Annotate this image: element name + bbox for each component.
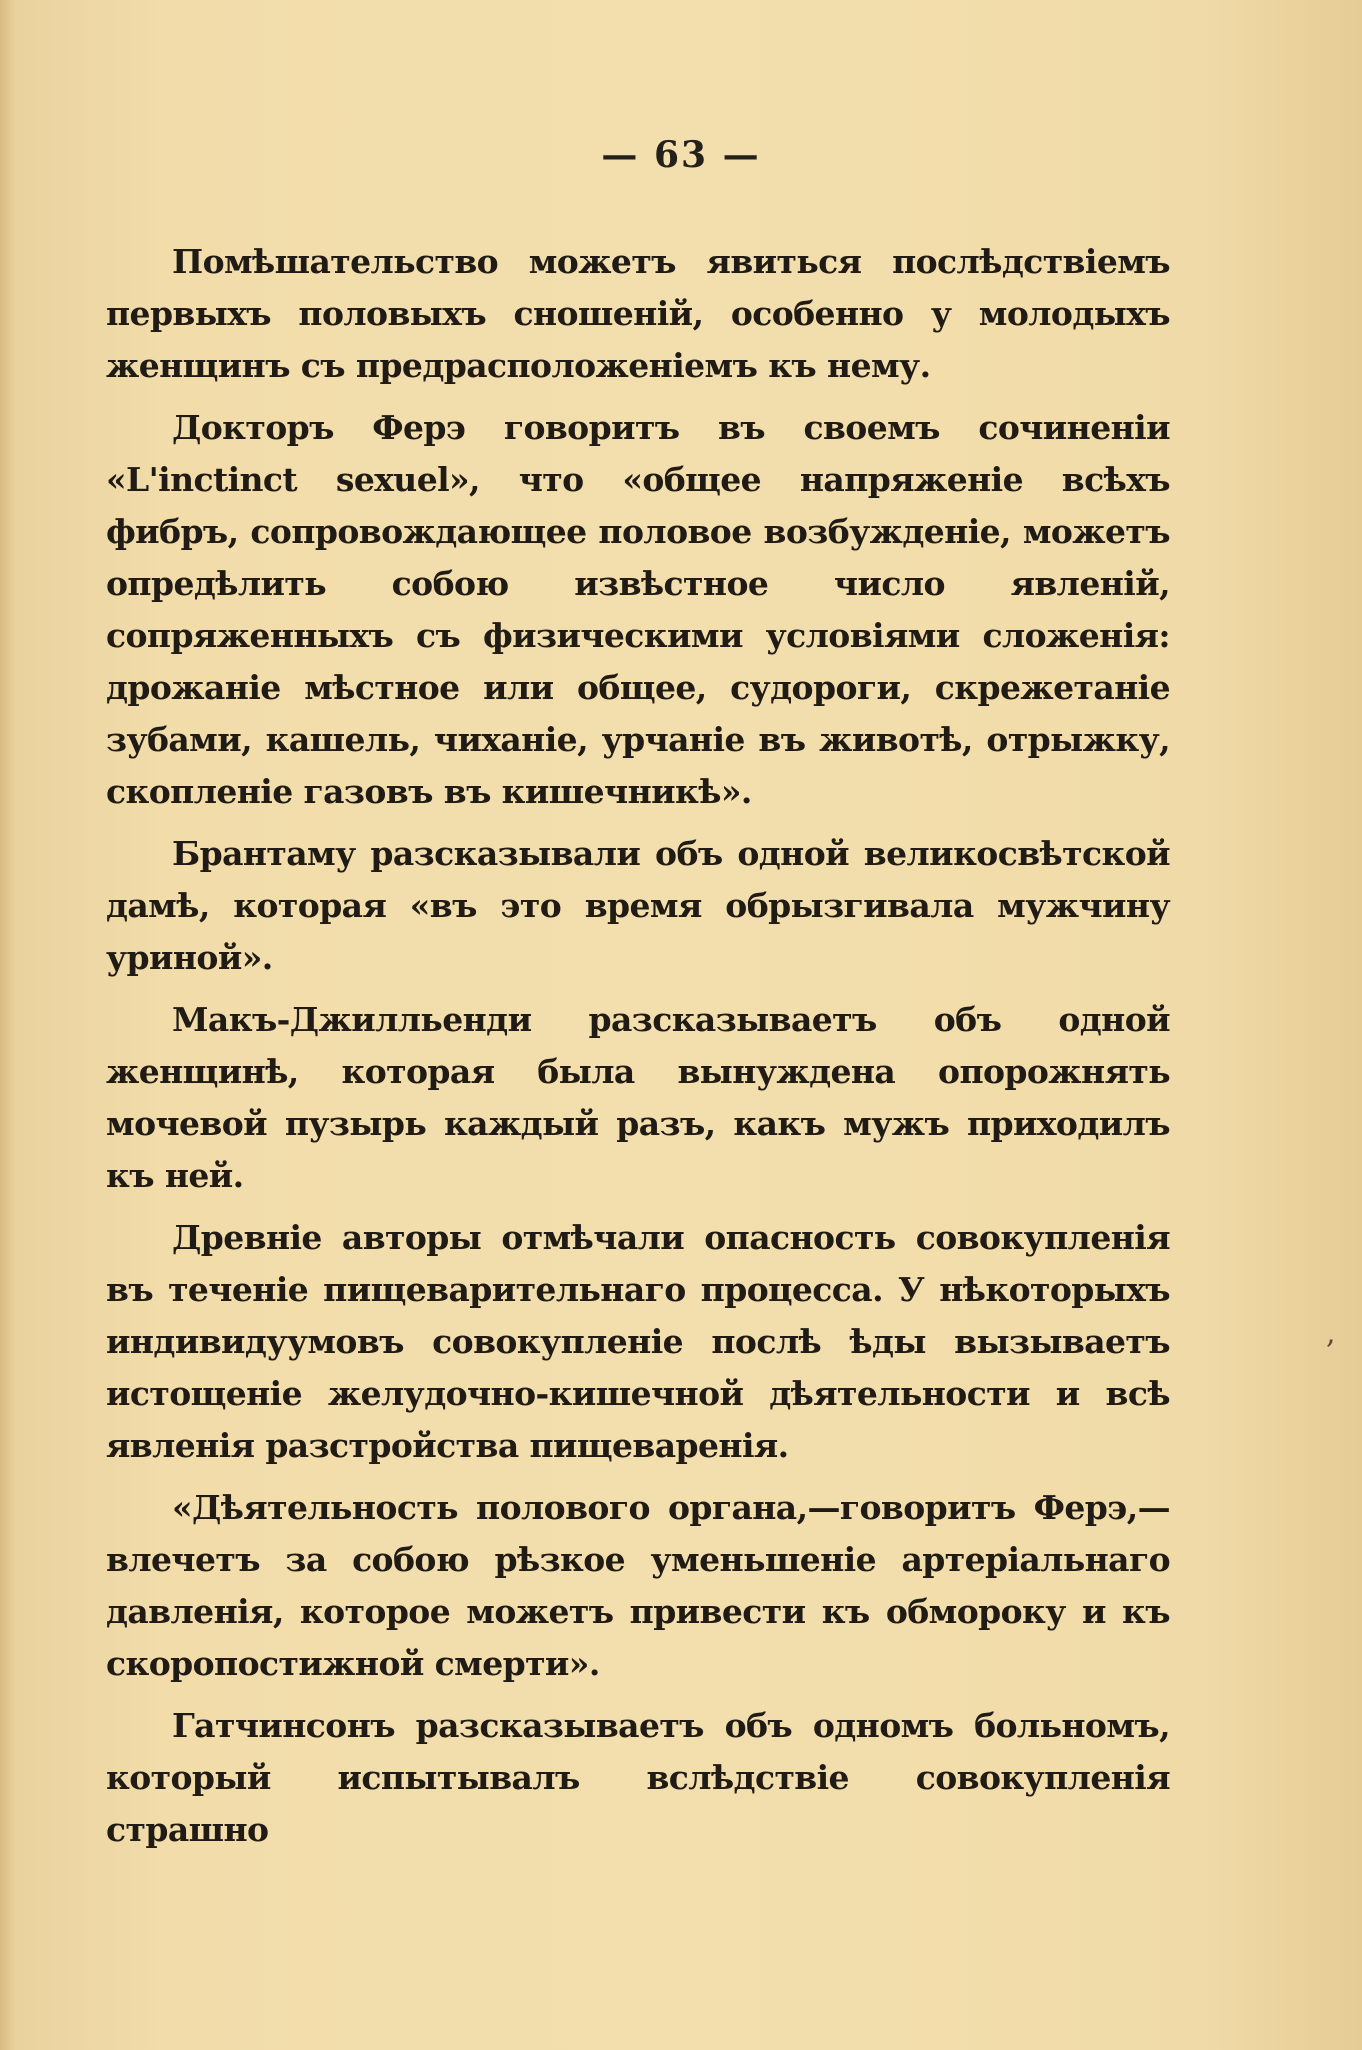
paragraph: Помѣшательство можетъ явиться послѣдствіемъ первыхъ половыхъ сношеній, особенно у молодыхъ женщинъ съ предрасположеніемъ къ нему. <box>106 242 1170 385</box>
paragraph: Древніе авторы отмѣчали опасность совокупленія въ теченіе пищеварительнаго процесса. У нѣкоторыхъ индивидуумовъ совокупленіе послѣ ѣды вызываетъ истощеніе желудочно-кишечной дѣятельности и всѣ явленія разстройства пищеваренія. <box>106 1218 1170 1465</box>
paragraph: Гатчинсонъ разсказываетъ объ одномъ больномъ, который испытывалъ вслѣдствіе совокупленія страшно <box>106 1706 1170 1849</box>
paragraph: Брантаму разсказывали объ одной великосвѣтской дамѣ, которая «въ это время обрызгивала мужчину уриной». <box>106 834 1170 977</box>
page-number: — 63 — <box>601 134 761 176</box>
margin-mark: , <box>1326 1316 1336 1351</box>
paragraph: Докторъ Ферэ говоритъ въ своемъ сочиненіи «L'inctinct sexuel», что «общее напряженіе всѣхъ фибръ, сопровождающее половое возбужденіе, можетъ опредѣлить собою извѣстное число явленій, сопряженныхъ съ физическими условіями сложенія: дрожаніе мѣстное или общее, судороги, скрежетаніе зубами, кашель, чиханіе, урчаніе въ животѣ, отрыжку, скопленіе газовъ въ кишечникѣ». <box>106 408 1170 811</box>
paragraph: «Дѣятельность полового органа,—говоритъ Ферэ,— влечетъ за собою рѣзкое уменьшеніе артеріальнаго давленія, которое можетъ привести къ обмороку и къ скоропостижной смерти». <box>106 1488 1170 1683</box>
body-text <box>106 236 1170 1866</box>
paragraph: Макъ-Джилльенди разсказываетъ объ одной женщинѣ, которая была вынуждена опорожнять мочевой пузырь каждый разъ, какъ мужъ приходилъ къ ней. <box>106 1000 1170 1195</box>
